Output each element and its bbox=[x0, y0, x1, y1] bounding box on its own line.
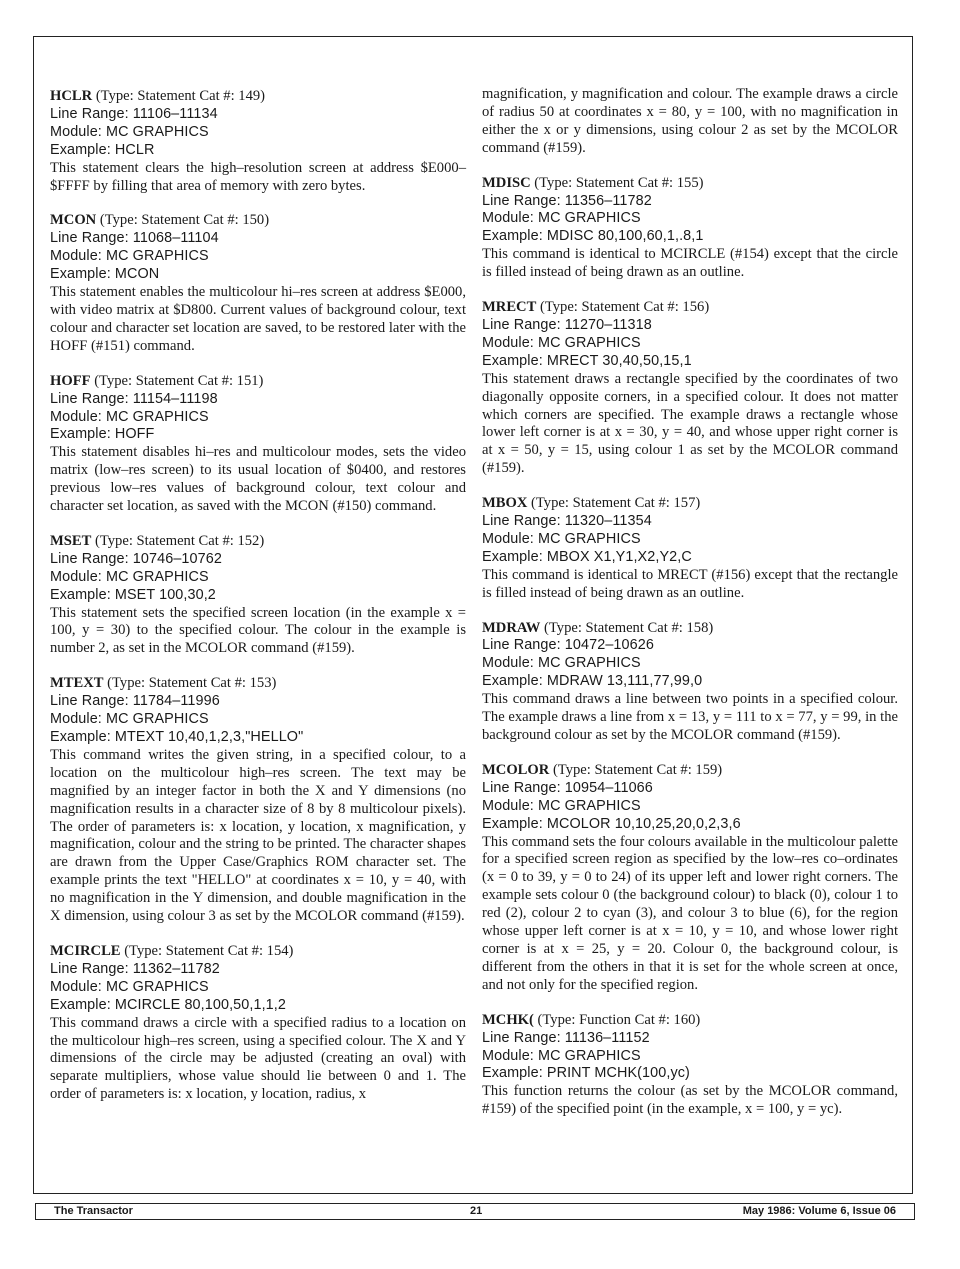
command-type: (Type: Statement Cat #: 159) bbox=[549, 761, 723, 778]
command-name: MDRAW bbox=[482, 619, 541, 636]
example: Example: PRINT MCHK(100,yc) bbox=[482, 1065, 690, 1082]
command-name: HOFF bbox=[50, 372, 91, 389]
entry-mcon bbox=[50, 212, 466, 355]
entry-mchk bbox=[482, 1012, 898, 1119]
line-range: Line Range: 11270–11318 bbox=[482, 316, 652, 333]
command-type: (Type: Statement Cat #: 152) bbox=[91, 532, 265, 549]
description: This function returns the colour (as set by the MCOLOR command, #159) of the specified point (in the example, x = 100, y = yc). bbox=[482, 1083, 898, 1118]
command-name: MCOLOR bbox=[482, 761, 550, 778]
command-name: HCLR bbox=[50, 88, 93, 104]
line-range: Line Range: 10954–11066 bbox=[482, 779, 653, 796]
example: Example: MRECT 30,40,50,15,1 bbox=[482, 352, 692, 369]
entry-mcircle bbox=[50, 943, 466, 1104]
command-type: (Type: Statement Cat #: 151) bbox=[90, 372, 264, 389]
command-type: (Type: Statement Cat #: 153) bbox=[103, 675, 277, 692]
description: This statement draws a rectangle specified by the coordinates of two diagonally opposite corners, in a specified colour. It does not matter which corners are specified. The example draws a rectangle whose lower left corner is at x = 30, y = 40, and whose upper right corner is at x = 50, y = 15, using colour 1 as set by the MCOLOR command (#159). bbox=[482, 370, 898, 477]
line-range: Line Range: 10472–10626 bbox=[482, 637, 654, 654]
command-name: MTEXT bbox=[50, 675, 104, 692]
entry-heading bbox=[482, 495, 898, 513]
command-name: MRECT bbox=[482, 299, 537, 316]
entry-heading bbox=[50, 212, 466, 230]
command-name: MSET bbox=[50, 532, 92, 549]
line-range: Line Range: 11356–11782 bbox=[482, 192, 652, 209]
entry-mtext bbox=[50, 675, 466, 926]
example: Example: HOFF bbox=[50, 426, 155, 443]
line-range: Line Range: 11106–11134 bbox=[50, 105, 218, 122]
command-type: (Type: Statement Cat #: 150) bbox=[96, 212, 270, 229]
example: Example: HCLR bbox=[50, 141, 155, 158]
line-range: Line Range: 11068–11104 bbox=[50, 230, 219, 247]
entry-heading bbox=[482, 762, 898, 780]
description: This statement clears the high–resolution screen at address $E000–$FFFF by filling that area of memory with zero bytes. bbox=[50, 159, 466, 194]
entry-heading bbox=[50, 943, 466, 961]
command-name: MBOX bbox=[482, 495, 528, 512]
command-type: (Type: Statement Cat #: 155) bbox=[530, 174, 704, 191]
command-type: (Type: Function Cat #: 160) bbox=[533, 1011, 701, 1028]
description: This command sets the four colours available in the multicolour palette for a specified screen region as specified by the low–res co–ordinates (x = 0 to 39, y = 0 to 24) of its upper left and lower right corners. The example sets colour 0 (the background colour) to black (0), colour 1 to red (2), colour 2 to cyan (3), and colour 3 to blue (6), for the region whose upper left corner is at x = 10, y = 10, and whose lower right corner is at x = 25, y = 20. Colour 0, the background colour, is different from the others in that it is set for the whole screen at once, and not only for the specified region. bbox=[482, 833, 898, 993]
module: Module: MC GRAPHICS bbox=[482, 530, 641, 547]
description: This statement disables hi–res and multicolour modes, sets the video matrix (low–res screen) to its usual location of $0400, and restores previous low–res values of background colour, text colour and character set location, as saved with the MCON (#150) command. bbox=[50, 444, 466, 515]
page-number: 21 bbox=[470, 1205, 483, 1217]
module: Module: MC GRAPHICS bbox=[482, 655, 641, 672]
entry-mdisc bbox=[482, 175, 898, 282]
command-name: MCON bbox=[50, 212, 97, 229]
entry-mbox bbox=[482, 495, 898, 602]
line-range: Line Range: 10746–10762 bbox=[50, 550, 222, 567]
example: Example: MDRAW 13,111,77,99,0 bbox=[482, 673, 703, 690]
entry-hclr bbox=[50, 88, 466, 195]
module: Module: MC GRAPHICS bbox=[50, 123, 209, 140]
entry-mdraw bbox=[482, 620, 898, 745]
description: This command writes the given string, in a specified colour, to a location on the multicolour high–res screen. The text may be magnified by an integer factor in both the X and Y dimensions (no magnification results in a character size of 8 by 8 multicolour pixels). The order of parameters is: x location, y location, x magnification, y magnification, colour and the string to be printed. The character shapes are drawn from the Upper Case/Graphics ROM character set. The example prints the text "HELLO" at coordinates x = 10, y = 40, with no magnification in the Y dimension, and double magnification in the X dimension, using colour 3 as set by the MCOLOR command (#159). bbox=[50, 746, 466, 925]
entry-heading bbox=[482, 620, 898, 638]
description: This command is identical to MCIRCLE (#154) except that the circle is filled instead of being drawn as an outline. bbox=[482, 246, 898, 281]
page-footer bbox=[35, 1203, 915, 1220]
module: Module: MC GRAPHICS bbox=[50, 711, 209, 728]
entry-heading bbox=[50, 675, 466, 693]
entry-heading bbox=[50, 88, 466, 106]
entry-heading bbox=[482, 299, 898, 317]
left-column bbox=[50, 88, 466, 1121]
description: This command draws a line between two points in a specified colour. The example draws a line from x = 13, y = 111 to x = 77, y = 99, in the background colour as set by the MCOLOR command (#159). bbox=[482, 691, 898, 743]
module: Module: MC GRAPHICS bbox=[482, 210, 641, 227]
line-range: Line Range: 11362–11782 bbox=[50, 960, 220, 977]
entry-mset bbox=[50, 533, 466, 658]
example: Example: MTEXT 10,40,1,2,3,"HELLO" bbox=[50, 729, 304, 745]
command-type: (Type: Statement Cat #: 154) bbox=[120, 942, 294, 959]
module: Module: MC GRAPHICS bbox=[50, 248, 209, 265]
command-name: MDISC bbox=[482, 174, 531, 191]
module: Module: MC GRAPHICS bbox=[482, 1047, 641, 1064]
command-name: MCHK( bbox=[482, 1011, 534, 1028]
module: Module: MC GRAPHICS bbox=[482, 797, 641, 814]
entry-heading bbox=[482, 1012, 898, 1030]
description: This statement enables the multicolour hi–res screen at address $E000, with video matrix at $D800. Current values of background colour, text colour and character set location are saved, to be restored later with the HOFF (#151) command. bbox=[50, 284, 466, 354]
command-type: (Type: Statement Cat #: 149) bbox=[92, 88, 266, 104]
command-type: (Type: Statement Cat #: 156) bbox=[536, 299, 710, 316]
example: Example: MCIRCLE 80,100,50,1,1,2 bbox=[50, 996, 286, 1013]
line-range: Line Range: 11320–11354 bbox=[482, 513, 652, 530]
example: Example: MBOX X1,Y1,X2,Y2,C bbox=[482, 548, 692, 565]
issue-info: May 1986: Volume 6, Issue 06 bbox=[742, 1205, 896, 1217]
module: Module: MC GRAPHICS bbox=[50, 568, 209, 585]
example: Example: MSET 100,30,2 bbox=[50, 586, 216, 603]
example: Example: MCOLOR 10,10,25,20,0,2,3,6 bbox=[482, 815, 741, 832]
description: This command is identical to MRECT (#156) except that the rectangle is filled instead of being drawn as an outline. bbox=[482, 566, 898, 601]
example: Example: MCON bbox=[50, 266, 160, 283]
magazine-name: The Transactor bbox=[54, 1205, 133, 1217]
module: Module: MC GRAPHICS bbox=[482, 334, 641, 351]
command-type: (Type: Statement Cat #: 157) bbox=[527, 495, 701, 512]
description: This statement sets the specified screen location (in the example x = 100, y = 30) to the specified colour. The colour in the example is number 2, as set in the MCOLOR command (#159). bbox=[50, 604, 466, 657]
example: Example: MDISC 80,100,60,1,.8,1 bbox=[482, 228, 704, 245]
entry-heading bbox=[50, 373, 466, 391]
line-range: Line Range: 11784–11996 bbox=[50, 693, 220, 710]
line-range: Line Range: 11136–11152 bbox=[482, 1029, 650, 1046]
right-column bbox=[482, 86, 898, 1136]
line-range: Line Range: 11154–11198 bbox=[50, 390, 218, 407]
description: magnification, y magnification and colour. The example draws a circle of radius 50 at coordinates x = 80, y = 100, with no magnification in either the x or y dimensions, using colour 2 as set by the MCOLOR command (#159). bbox=[482, 86, 898, 156]
command-name: MCIRCLE bbox=[50, 942, 121, 959]
module: Module: MC GRAPHICS bbox=[50, 408, 209, 425]
entry-heading bbox=[50, 533, 466, 551]
entry-heading bbox=[482, 175, 898, 193]
entry-mcolor bbox=[482, 762, 898, 995]
mcircle-continuation bbox=[482, 86, 898, 158]
entry-hoff bbox=[50, 373, 466, 516]
description: This command draws a circle with a specified radius to a location on the multicolour high–res screen, using a specified colour. The X and Y dimensions of the circle may be adjusted (creating an oval) with separate multipliers, whose value should lie between 0 and 1. The order of parameters is: x location, y location, radius, x bbox=[50, 1014, 466, 1103]
module: Module: MC GRAPHICS bbox=[50, 978, 209, 995]
entry-mrect bbox=[482, 299, 898, 478]
command-type: (Type: Statement Cat #: 158) bbox=[540, 619, 714, 636]
